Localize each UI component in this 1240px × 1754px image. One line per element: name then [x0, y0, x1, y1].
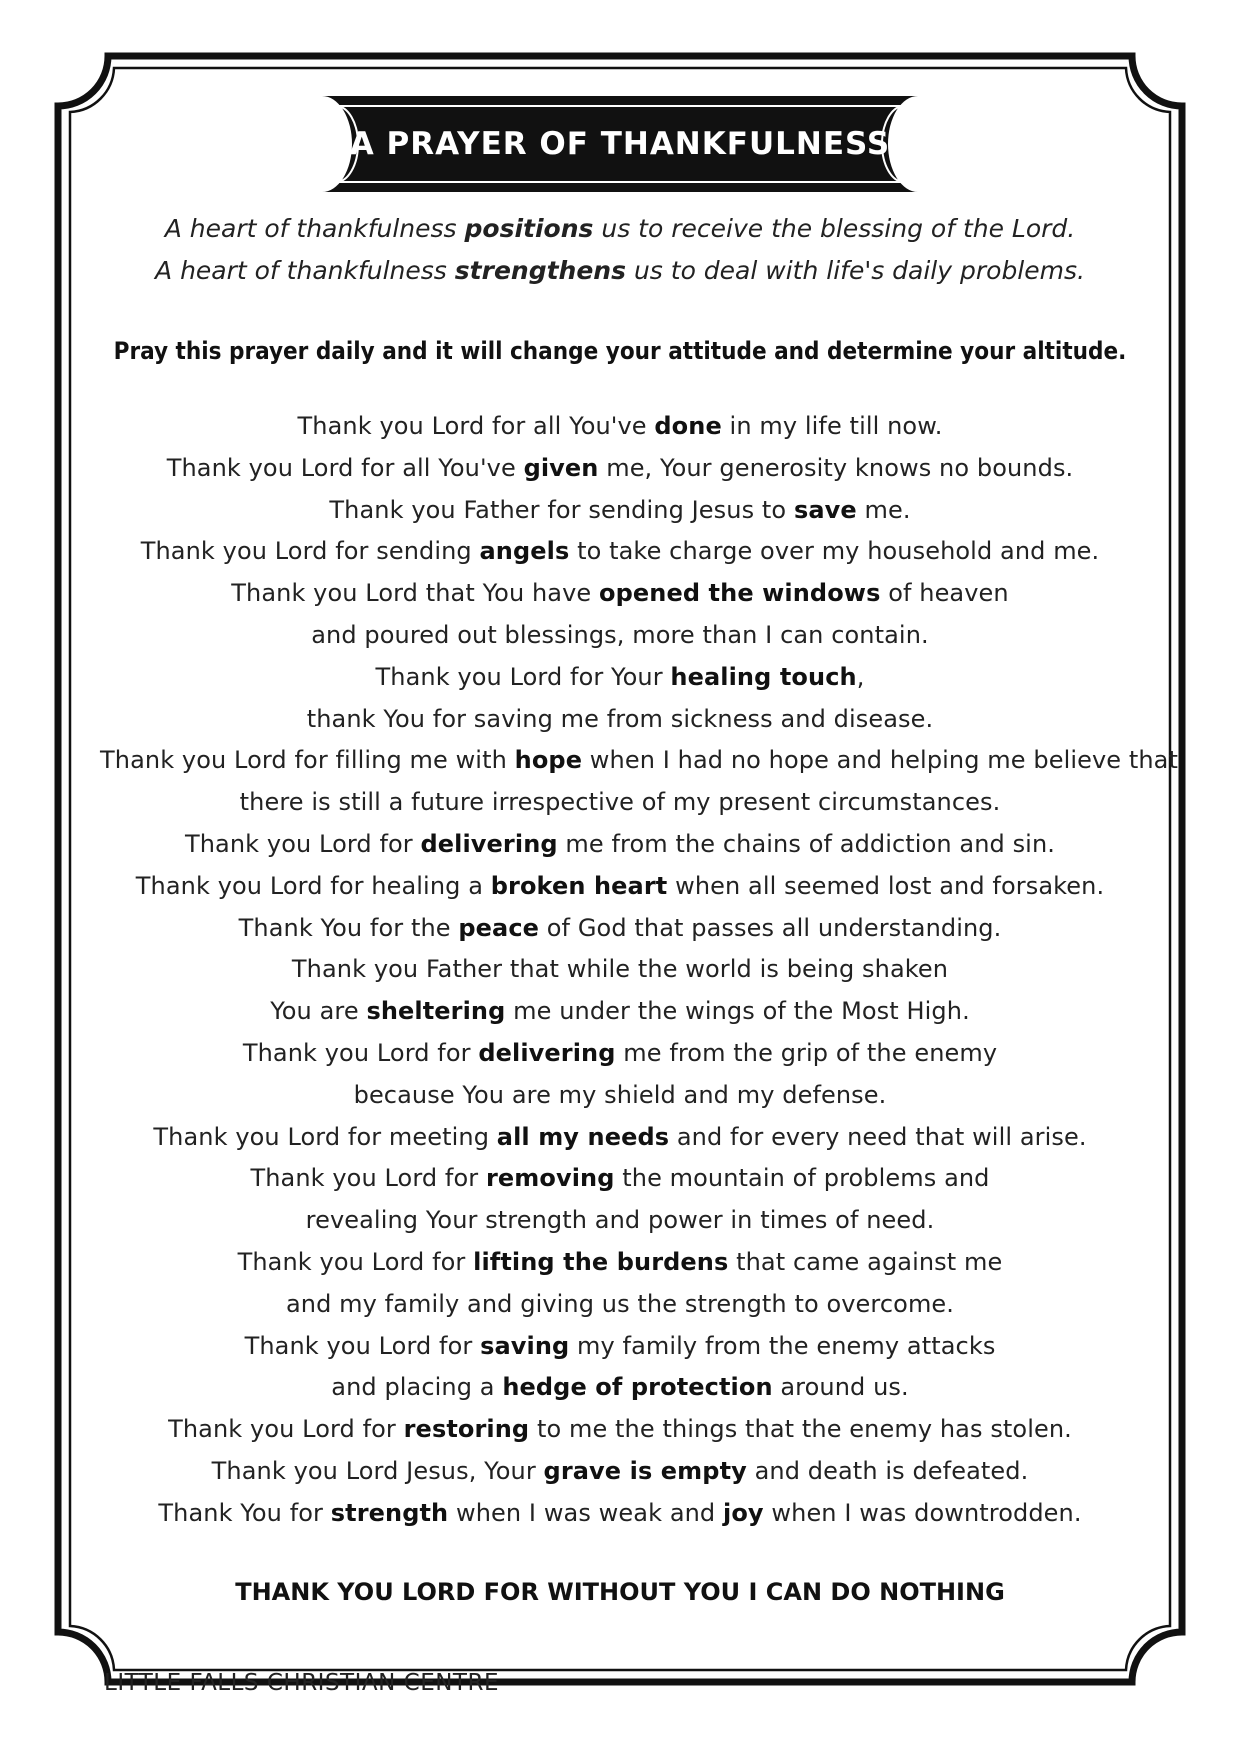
prayer-emphasis: done [654, 412, 722, 440]
intro-line-strengthens [100, 250, 1140, 292]
prayer-emphasis: save [793, 495, 857, 524]
prayer-emphasis: broken heart [490, 871, 668, 900]
prayer-text-segment: Thank you Father that while the world is being shaken [291, 955, 949, 984]
intro-text [100, 208, 1140, 292]
prayer-text-segment: Thank you Lord for Your [375, 662, 671, 691]
prayer-text-segment: me. [856, 495, 911, 524]
prayer-text-segment: and poured out blessings, more than I can contain. [311, 620, 929, 649]
prayer-emphasis: given [523, 453, 599, 482]
page-title: A PRAYER OF THANKFULNESS [349, 126, 891, 162]
prayer-line [100, 657, 1140, 699]
prayer-line [100, 1117, 1140, 1159]
prayer-line [100, 740, 1179, 782]
prayer-emphasis: strength [330, 1498, 449, 1527]
intro-line-positions [100, 208, 1140, 250]
prayer-text-segment: Thank you Lord Jesus, Your [211, 1456, 544, 1485]
prayer-text-segment: Thank you Lord for [244, 1331, 481, 1360]
prayer-text-segment: there is still a future irrespective of my present circumstances. [239, 788, 1001, 817]
prayer-emphasis: hedge of protection [502, 1373, 773, 1402]
prayer-line [100, 782, 1140, 824]
prayer-text-segment: Thank you Lord for [242, 1038, 479, 1067]
prayer-line [100, 824, 1140, 866]
prayer-line [100, 406, 1140, 448]
prayer-text-segment: Thank you Lord for [184, 829, 421, 858]
prayer-text-segment: when I had no hope and helping me believe that [582, 746, 1179, 775]
prayer-line [100, 991, 1140, 1033]
prayer-text-segment: Thank You for [158, 1498, 331, 1527]
prayer-emphasis: hope [514, 746, 583, 775]
prayer-text-segment: of God that passes all understanding. [539, 913, 1002, 942]
prayer-text-segment: me from the grip of the enemy [615, 1038, 998, 1067]
prayer-emphasis: peace [458, 913, 540, 942]
prayer-text-segment: me under the wings of the Most High. [505, 997, 970, 1026]
prayer-line [100, 908, 1140, 950]
prayer-text-segment: Thank you Lord for all You've [297, 412, 655, 440]
prayer-text-segment: revealing Your strength and power in times of need. [305, 1206, 935, 1235]
intro-text-segment: A heart of thankfulness [164, 214, 465, 243]
prayer-text-segment: of heaven [880, 579, 1009, 608]
prayer-body [100, 406, 1179, 1535]
prayer-text-segment: the mountain of problems and [614, 1164, 990, 1193]
prayer-text-segment: Thank you Lord for [168, 1415, 404, 1444]
prayer-text-segment: You are [270, 997, 367, 1026]
prayer-text-segment: Thank you Lord that You have [231, 579, 600, 608]
prayer-line [100, 1409, 1140, 1451]
prayer-text-segment: Thank you Lord for [237, 1247, 474, 1276]
prayer-line [100, 1493, 1140, 1535]
prayer-text-segment: in my life till now. [721, 412, 943, 440]
prayer-line [100, 615, 1140, 657]
prayer-line [100, 490, 1140, 532]
prayer-text-segment: to take charge over my household and me. [569, 537, 1100, 566]
prayer-text-segment: Thank You for the [238, 913, 459, 942]
prayer-line [100, 1033, 1140, 1075]
prayer-text-segment: that came against me [728, 1247, 1003, 1276]
prayer-text-segment: thank You for saving me from sickness and disease. [306, 704, 934, 733]
prayer-text-segment: Thank you Lord for sending [140, 537, 480, 566]
prayer-emphasis: all my needs [496, 1122, 670, 1151]
prayer-line [100, 699, 1140, 741]
prayer-emphasis: sheltering [366, 997, 506, 1026]
prayer-line [100, 1242, 1140, 1284]
prayer-emphasis: delivering [478, 1038, 616, 1067]
prayer-line [100, 1326, 1140, 1368]
prayer-emphasis: delivering [420, 829, 558, 858]
church-name-footer: LITTLE FALLS CHRISTIAN CENTRE [104, 1670, 499, 1696]
prayer-text-segment: when I was weak and [448, 1498, 723, 1527]
intro-emphasis: strengthens [454, 256, 626, 285]
prayer-line [100, 1075, 1140, 1117]
prayer-emphasis: restoring [403, 1415, 530, 1444]
prayer-text-segment: when all seemed lost and forsaken. [667, 871, 1105, 900]
prayer-line [100, 448, 1140, 490]
prayer-line [100, 1284, 1140, 1326]
intro-text-segment: us to deal with life's daily problems. [626, 256, 1085, 285]
prayer-text-segment: , [856, 662, 865, 691]
closing-statement: THANK YOU LORD FOR WITHOUT YOU I CAN DO NOTHING [235, 1578, 1005, 1606]
prayer-line [100, 1200, 1140, 1242]
prayer-text-segment: when I was downtrodden. [763, 1498, 1082, 1527]
prayer-line [100, 1158, 1140, 1200]
prayer-emphasis: joy [723, 1498, 764, 1527]
prayer-emphasis: healing touch [670, 662, 857, 691]
prayer-text-segment: around us. [772, 1373, 909, 1402]
intro-text-segment: A heart of thankfulness [155, 256, 455, 285]
prayer-text-segment: to me the things that the enemy has stolen. [529, 1415, 1072, 1444]
prayer-line [100, 866, 1140, 908]
prayer-text-segment: and my family and giving us the strength to overcome. [285, 1289, 955, 1318]
prayer-line [100, 573, 1140, 615]
prayer-text-segment: Thank you Lord for all You've [166, 453, 524, 482]
prayer-emphasis: angels [479, 537, 570, 566]
instruction-text: Pray this prayer daily and it will change your attitude and determine your altitude. [113, 337, 1127, 365]
prayer-text-segment: Thank you Lord for healing a [135, 871, 491, 900]
prayer-text-segment: because You are my shield and my defense. [353, 1080, 887, 1109]
prayer-text-segment: Thank you Father for sending Jesus to [329, 495, 794, 524]
prayer-line [100, 1451, 1140, 1493]
prayer-text-segment: and death is defeated. [746, 1456, 1029, 1485]
prayer-emphasis: grave is empty [543, 1456, 747, 1485]
prayer-emphasis: removing [485, 1164, 615, 1193]
intro-emphasis: positions [464, 214, 594, 243]
intro-text-segment: us to receive the blessing of the Lord. [593, 214, 1076, 243]
prayer-text-segment: me from the chains of addiction and sin. [557, 829, 1055, 858]
prayer-text-segment: and placing a [331, 1373, 503, 1402]
prayer-line [100, 1367, 1140, 1409]
prayer-text-segment: my family from the enemy attacks [569, 1331, 996, 1360]
prayer-emphasis: opened the windows [599, 579, 881, 608]
prayer-text-segment: me, Your generosity knows no bounds. [598, 453, 1074, 482]
prayer-emphasis: lifting the burdens [473, 1247, 729, 1276]
prayer-text-segment: Thank you Lord for filling me with [100, 746, 515, 775]
prayer-line [100, 531, 1140, 573]
prayer-emphasis: saving [480, 1331, 570, 1360]
prayer-text-segment: Thank you Lord for [250, 1164, 486, 1193]
prayer-text-segment: Thank you Lord for meeting [153, 1122, 497, 1151]
prayer-line [100, 949, 1140, 991]
prayer-text-segment: and for every need that will arise. [669, 1122, 1087, 1151]
